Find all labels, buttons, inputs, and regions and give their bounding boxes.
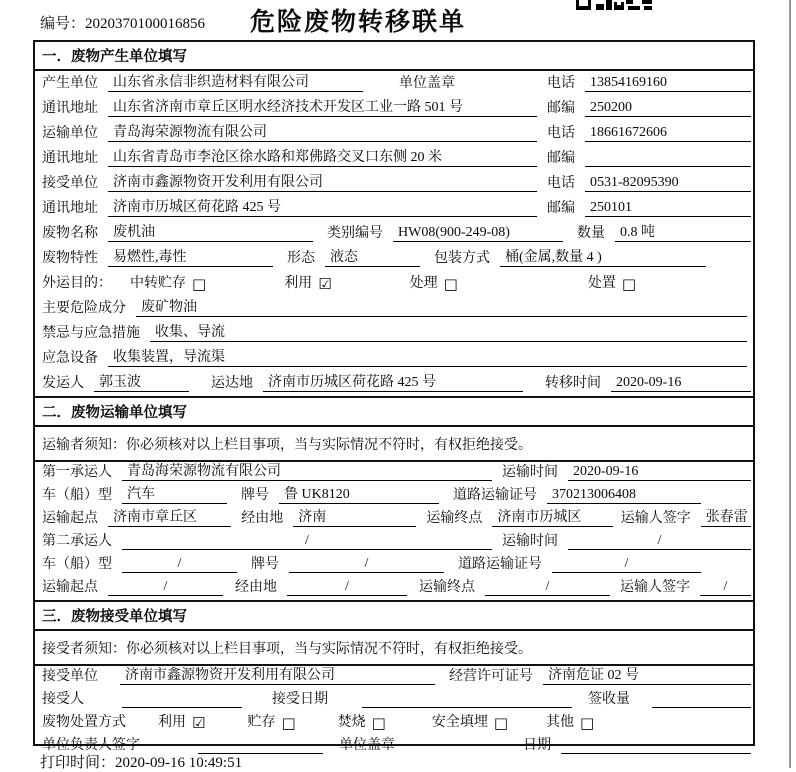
date-value	[561, 752, 751, 754]
row-receiver	[35, 171, 753, 196]
page-title: 危险废物转移联单	[249, 9, 466, 36]
plate2-value: /	[289, 556, 444, 573]
terminus2-value: /	[485, 579, 610, 596]
transporter-sign-label: 运输人签字	[620, 511, 691, 526]
plate-label: 牌号	[251, 557, 279, 572]
row-receiver-person	[35, 689, 753, 712]
destination-label: 运达地	[211, 376, 253, 391]
category-no-label: 类别编号	[327, 226, 383, 241]
receive-date-value	[362, 706, 572, 708]
form-label: 形态	[287, 251, 315, 266]
row-consignor	[35, 371, 753, 396]
license-value: 济南危证 02 号	[543, 664, 751, 685]
row-waste-name	[35, 221, 753, 246]
form-value: 液态	[325, 246, 420, 267]
destination-value: 济南市历城区荷花路 425 号	[263, 371, 523, 392]
producer-phone-value: 13854169160	[585, 75, 751, 92]
vehicle1-value: 汽车	[122, 483, 227, 504]
permit1-value: 370213006408	[547, 487, 701, 504]
purpose-label: 外运目的：	[42, 276, 112, 291]
landfill-label: 安全填埋	[431, 715, 488, 730]
carrier2-value: /	[122, 533, 492, 550]
dispose-label: 处置	[587, 276, 616, 291]
license-label: 经营许可证号	[449, 669, 533, 684]
quantity-value: 0.8 吨	[615, 221, 751, 242]
transfer-time-label: 转移时间	[545, 376, 601, 391]
producer-address-value: 山东省济南市章丘区明水经济技术开发区工业一路 501 号	[108, 96, 537, 117]
row-vehicle1	[35, 485, 753, 508]
disposal-incinerate-checkbox: □	[371, 714, 386, 732]
receive-unit-value: 济南市鑫源物资开发利用有限公司	[120, 664, 435, 685]
unit-seal-label: 单位盖章	[339, 738, 395, 753]
treat-checkbox: □	[443, 275, 458, 293]
transport-time-label: 运输时间	[502, 465, 558, 480]
waste-name-label: 废物名称	[42, 226, 98, 241]
vehicle-type-label: 车（船）型	[42, 488, 112, 503]
incinerate-label: 焚烧	[337, 715, 366, 730]
zip-label: 邮编	[547, 201, 575, 216]
receiver-address-value: 济南市历城区荷花路 425 号	[108, 196, 537, 217]
disposal-other-checkbox: □	[580, 714, 595, 732]
waste-name-value: 废机油	[108, 221, 313, 242]
zip-label: 邮编	[547, 101, 575, 116]
sign-qty-label: 签收量	[588, 692, 630, 707]
vehicle-type-label: 车（船）型	[42, 557, 112, 572]
phone-label: 电话	[547, 176, 575, 191]
carrier1-label: 第一承运人	[42, 465, 112, 480]
section2-title: 二．废物运输单位填写	[35, 396, 753, 427]
origin1-value: 济南市章丘区	[108, 506, 231, 527]
row-waste-character	[35, 246, 753, 271]
row-vehicle2	[35, 554, 753, 577]
terminus-label: 运输终点	[426, 511, 483, 526]
waste-character-value: 易燃性,毒性	[108, 246, 273, 267]
use-label: 利用	[284, 276, 313, 291]
transporter-value: 青岛海荣源物流有限公司	[108, 121, 537, 142]
treat-label: 处理	[409, 276, 438, 291]
phone-label: 电话	[547, 76, 575, 91]
emergency-value: 收集装置，导流渠	[108, 346, 747, 367]
sign2-value: /	[700, 579, 751, 596]
print-time-value: 2020-09-16 10:49:51	[115, 755, 243, 771]
unit-seal-label: 单位盖章	[399, 76, 455, 91]
row-outbound-purpose	[35, 271, 753, 296]
disposal-storage-checkbox: □	[281, 714, 296, 732]
sign-qty-value	[652, 706, 751, 708]
row-taboo-measures	[35, 321, 753, 346]
receiver-phone-value: 0531-82095390	[585, 175, 751, 192]
transporter-sign-label: 运输人签字	[620, 580, 690, 595]
via-label: 经由地	[235, 580, 277, 595]
receiver-notice: 接受者须知：你必须核对以上栏目事项，当与实际情况不符时，有权拒绝接受。	[35, 631, 753, 666]
receiver-zip-value: 250101	[585, 200, 751, 217]
row-route1	[35, 508, 753, 531]
dispose-checkbox: □	[621, 275, 637, 293]
transport-time1-value: 2020-09-16	[568, 464, 751, 481]
transfer-storage-checkbox: □	[192, 275, 207, 293]
address-label: 通讯地址	[42, 151, 98, 166]
section3-title: 三．废物接受单位填写	[35, 600, 753, 631]
address-label: 通讯地址	[42, 201, 98, 216]
transport-time-label: 运输时间	[502, 534, 558, 549]
road-permit-label: 道路运输证号	[458, 557, 542, 572]
transporter-address-value: 山东省青岛市李沧区徐水路和郑佛路交叉口东侧 20 米	[108, 146, 537, 167]
row-main-hazard	[35, 296, 753, 321]
row-transporter	[35, 121, 753, 146]
receiver-label: 接受单位	[42, 176, 98, 191]
taboo-value: 收集、导流	[150, 321, 747, 342]
packing-value: 桶(金属,数量 4 )	[500, 246, 706, 267]
producer-label: 产生单位	[42, 76, 98, 91]
origin-label: 运输起点	[42, 580, 98, 595]
row-emergency-equipment	[35, 346, 753, 371]
transporter-label: 运输单位	[42, 126, 98, 141]
other-label: 其他	[546, 715, 575, 730]
use-checkbox: ☑	[318, 275, 332, 293]
section1-title: 一．废物产生单位填写	[35, 42, 753, 71]
serial-value: 2020370100016856	[85, 16, 206, 32]
consignor-label: 发运人	[42, 376, 84, 391]
origin2-value: /	[108, 579, 223, 596]
use-label: 利用	[158, 715, 186, 730]
packing-label: 包装方式	[434, 251, 490, 266]
via1-value: 济南	[293, 506, 416, 527]
waste-character-label: 废物特性	[42, 251, 98, 266]
producer-value: 山东省永信非织造材料有限公司	[108, 71, 363, 92]
row-carrier1	[35, 462, 753, 485]
qr-code-fragment	[576, 0, 654, 12]
emergency-label: 应急设备	[42, 351, 98, 366]
sign1-value: 张春雷	[701, 506, 751, 527]
row-producer	[35, 71, 753, 96]
row-route2	[35, 577, 753, 600]
road-permit-label: 道路运输证号	[453, 488, 537, 503]
main-hazard-value: 废矿物油	[136, 296, 747, 317]
origin-label: 运输起点	[42, 511, 98, 526]
row-receiver-address	[35, 196, 753, 221]
receive-date-label: 接受日期	[272, 692, 328, 707]
row-receive-unit	[35, 666, 753, 689]
disposal-method-label: 废物处置方式	[42, 715, 126, 730]
carrier2-label: 第二承运人	[42, 534, 112, 549]
receiver-person-value	[122, 706, 242, 708]
print-time-label: 打印时间：	[40, 755, 116, 771]
row-producer-address	[35, 96, 753, 121]
row-transporter-address	[35, 146, 753, 171]
transporter-zip-value	[585, 165, 751, 167]
transfer-time-value: 2020-09-16	[611, 375, 751, 392]
head-sign-label: 单位负责人签字	[42, 738, 140, 753]
main-hazard-label: 主要危险成分	[42, 301, 126, 316]
receive-unit-label: 接受单位	[42, 669, 98, 684]
zip-label: 邮编	[547, 151, 575, 166]
date-label: 日期	[523, 738, 551, 753]
row-disposal-method	[35, 712, 753, 735]
receiver-person-label: 接受人	[42, 692, 84, 707]
serial-label: 编号：	[40, 16, 86, 32]
producer-zip-value: 250200	[585, 100, 751, 117]
category-no-value: HW08(900-249-08)	[393, 225, 563, 242]
storage-label: 贮存	[247, 715, 276, 730]
via2-value: /	[287, 579, 407, 596]
via-label: 经由地	[241, 511, 284, 526]
receiver-value: 济南市鑫源物资开发利用有限公司	[108, 171, 537, 192]
disposal-use-checkbox: ☑	[192, 714, 206, 732]
transport-time2-value: /	[568, 533, 751, 550]
phone-label: 电话	[547, 126, 575, 141]
transporter-phone-value: 18661672606	[585, 125, 751, 142]
scan-edge-line	[789, 0, 791, 768]
plate-label: 牌号	[241, 488, 269, 503]
terminus1-value: 济南市历城区	[492, 506, 612, 527]
address-label: 通讯地址	[42, 101, 98, 116]
permit2-value: /	[552, 556, 701, 573]
form-body	[33, 40, 755, 753]
transporter-notice: 运输者须知：你必须核对以上栏目事项，当与实际情况不符时，有权拒绝接受。	[35, 427, 753, 462]
transfer-storage-label: 中转贮存	[130, 276, 186, 291]
disposal-landfill-checkbox: □	[493, 714, 509, 732]
print-time	[40, 751, 242, 772]
taboo-label: 禁忌与应急措施	[42, 326, 140, 341]
carrier1-value: 青岛海荣源物流有限公司	[122, 460, 492, 481]
plate1-value: 鲁 UK8120	[279, 483, 439, 504]
quantity-label: 数量	[577, 226, 605, 241]
terminus-label: 运输终点	[419, 580, 475, 595]
consignor-value: 郭玉波	[94, 371, 189, 392]
vehicle2-value: /	[122, 556, 237, 573]
row-carrier2	[35, 531, 753, 554]
